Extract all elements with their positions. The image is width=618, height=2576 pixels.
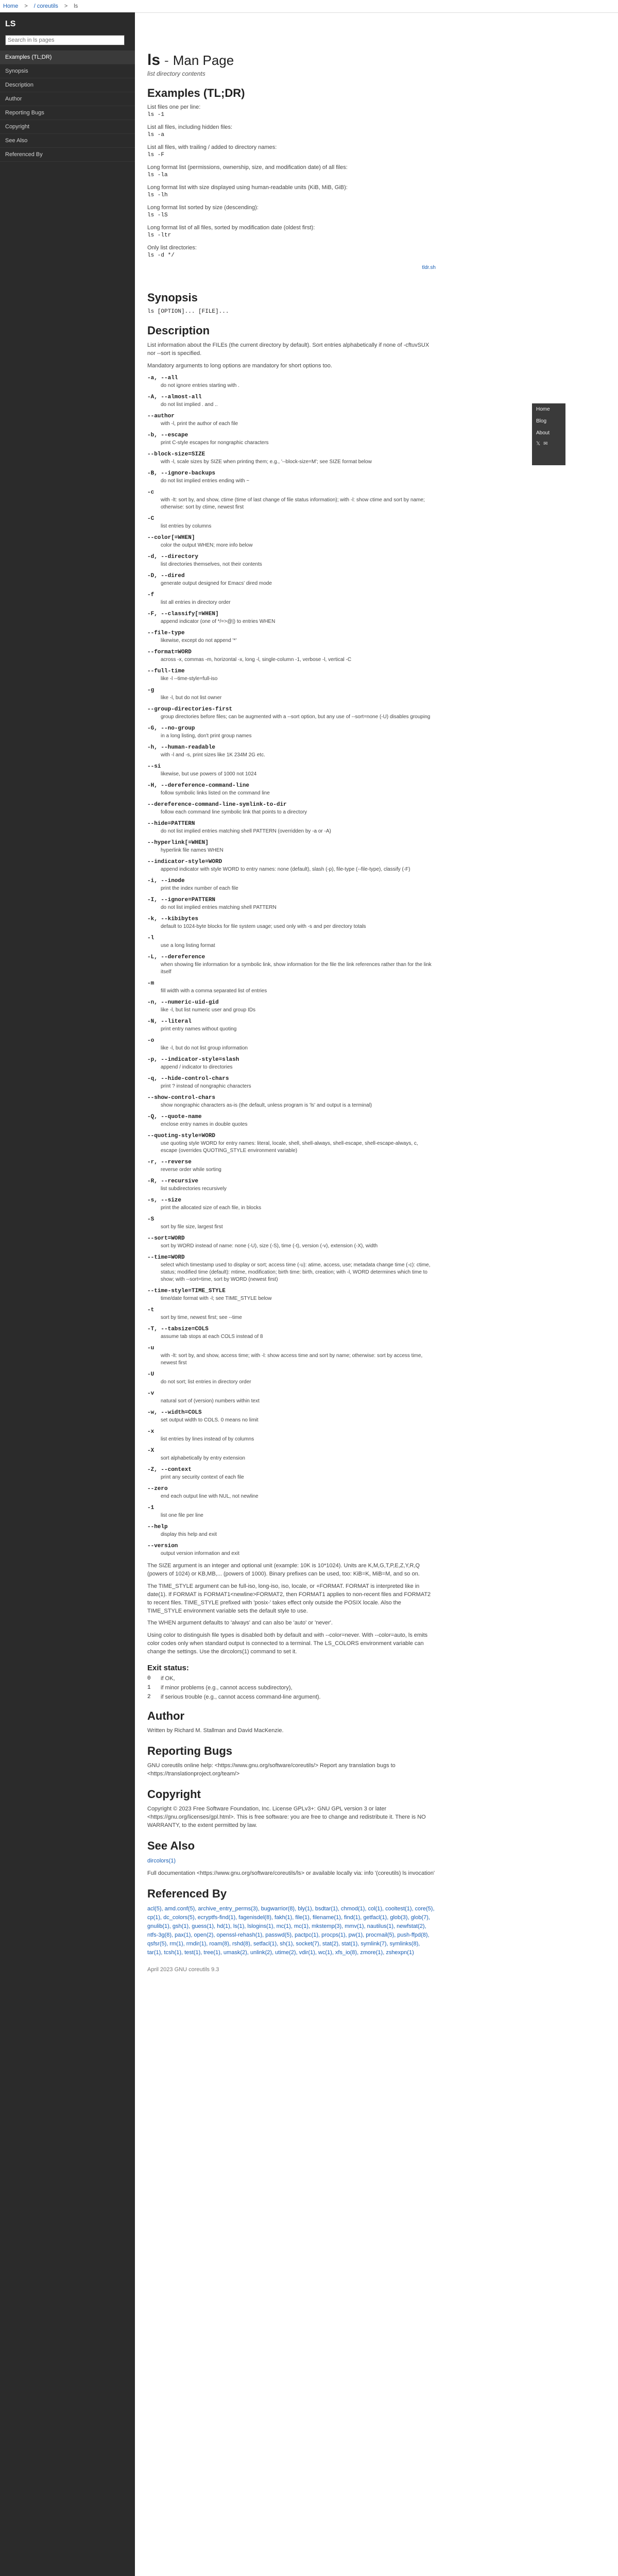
option-desc: list all entries in directory order — [161, 599, 231, 605]
option-desc: when showing file information for a symbolic link, show information for the file the link references rather than for the link itself — [161, 961, 432, 975]
option-flag: -S — [147, 1216, 154, 1223]
page-title — [147, 52, 436, 69]
option-item — [147, 1524, 436, 1538]
float-item-blog[interactable]: Blog — [536, 418, 547, 424]
page-subtitle: list directory contents — [147, 70, 205, 77]
option-desc: output version information and exit — [161, 1550, 239, 1556]
option-item — [147, 1019, 436, 1033]
example-desc: List all files, with trailing / added to directory names: — [147, 144, 277, 150]
option-flag: -v — [147, 1390, 154, 1397]
breadcrumb-home[interactable]: Home — [3, 3, 19, 9]
option-desc: follow symbolic links listed on the command line — [161, 790, 270, 796]
option-flag: -F, --classify[=WHEN] — [147, 611, 219, 617]
example-desc: List files one per line: — [147, 104, 201, 110]
option-item — [147, 897, 436, 911]
example-item — [147, 225, 436, 239]
option-item — [147, 1076, 436, 1090]
examples-list — [147, 104, 436, 259]
sidebar-item-examples[interactable]: Examples (TL;DR) — [0, 50, 135, 64]
option-desc: do not list implied . and .. — [161, 401, 218, 408]
option-item — [147, 1178, 436, 1193]
option-flag: -b, --escape — [147, 432, 188, 438]
option-item — [147, 1038, 436, 1052]
option-item — [147, 916, 436, 930]
breadcrumb-sep-2: > — [64, 3, 68, 9]
sidebar-item-referenced-by[interactable]: Referenced By — [0, 148, 135, 162]
after-para-1: The SIZE argument is an integer and optional unit (example: 10K is 10*1024). Units are K,M,G,T,P,E,Z,Y,R,Q (powers of 1024) or KB,MB,... (powers of 1000). Binary prefixes can be used, too: KiB=K, MiB=M, and so on. — [147, 1562, 420, 1577]
option-desc: select which timestamp used to display or sort; access time (-u): atime, access, use; metadata change time (-c): ctime, status; modified time (default): mtime, modification; birth time: birth, creation; with -l, WORD determines which time to show; with --sort=time, sort by WORD (newest first) — [161, 1262, 431, 1282]
option-desc: like -l, but list numeric user and group IDs — [161, 1007, 255, 1013]
breadcrumb-sep: > — [24, 3, 28, 9]
option-flag: -C — [147, 515, 154, 522]
option-desc: like -l, but do not list owner — [161, 694, 222, 701]
option-desc: print ? instead of nongraphic characters — [161, 1083, 251, 1089]
option-item — [147, 1288, 436, 1302]
option-flag: --color[=WHEN] — [147, 534, 195, 541]
sidebar-title: LS — [5, 20, 16, 28]
exit-row — [147, 1675, 436, 1682]
option-flag: -p, --indicator-style=slash — [147, 1056, 239, 1063]
option-item — [147, 783, 436, 797]
option-desc: list subdirectories recursively — [161, 1185, 227, 1192]
after-para-4: Using color to distinguish file types is disabled both by default and with --color=never. With --color=auto, ls emits color codes only when standard output is connected to a terminal. The LS_COLORS environment variable can change the settings. Use the dircolors(1) command to set it. — [147, 1632, 428, 1655]
option-flag: --group-directories-first — [147, 706, 233, 713]
option-item — [147, 1345, 436, 1367]
option-desc: sort by WORD instead of name: none (-U), size (-S), time (-t), version (-v), extension (-X), width — [161, 1243, 378, 1249]
option-desc: hyperlink file names WHEN — [161, 847, 224, 853]
option-flag: -X — [147, 1447, 154, 1454]
option-desc: use a long listing format — [161, 942, 215, 948]
options-list — [147, 375, 436, 1557]
page-title-cmd: ls — [147, 52, 161, 69]
option-flag: -i, --inode — [147, 877, 185, 884]
option-item — [147, 1391, 436, 1405]
option-desc: print entry names without quoting — [161, 1026, 237, 1032]
author-heading: Author — [147, 1709, 185, 1723]
option-flag: -g — [147, 687, 154, 693]
example-desc: Long format list with size displayed using human-readable units (KiB, MiB, GiB): — [147, 184, 348, 191]
see-also-text: Full documentation <https://www.gnu.org/software/coreutils/ls> or available locally via: info '(coreutils) ls invocation' — [147, 1870, 435, 1876]
option-flag: -N, --literal — [147, 1018, 192, 1025]
float-item-about[interactable]: About — [536, 430, 550, 436]
option-flag: -L, --dereference — [147, 954, 205, 960]
example-item — [147, 144, 436, 158]
option-flag: -l — [147, 935, 154, 941]
option-flag: -R, --recursive — [147, 1178, 199, 1184]
twitter-icon[interactable]: 𝕏 — [536, 441, 541, 447]
floating-menu — [532, 403, 565, 465]
option-desc: like -l, but do not list group information — [161, 1045, 248, 1051]
option-item — [147, 413, 436, 428]
option-desc: do not list implied entries matching shell PATTERN (overridden by -a or -A) — [161, 828, 331, 834]
example-desc: Long format list sorted by size (descending): — [147, 205, 259, 211]
example-item — [147, 104, 436, 118]
option-item — [147, 1216, 436, 1231]
option-desc: likewise, but use powers of 1000 not 1024 — [161, 771, 257, 777]
example-item — [147, 164, 436, 178]
float-item-home[interactable]: Home — [536, 406, 550, 412]
option-item — [147, 1197, 436, 1212]
option-desc: with -lt: sort by, and show, ctime (time of last change of file status information); with -l: show ctime and sort by name; otherwise: sort by ctime, newest first — [161, 497, 425, 510]
option-item — [147, 687, 436, 702]
option-desc: reverse order while sorting — [161, 1166, 221, 1173]
example-item — [147, 245, 436, 259]
breadcrumb-section[interactable]: / coreutils — [33, 3, 58, 9]
exit-row — [147, 1685, 436, 1691]
option-desc: with -l and -s, print sizes like 1K 234M 2G etc. — [161, 752, 265, 758]
option-item — [147, 744, 436, 759]
sidebar-item-synopsis[interactable]: Synopsis — [0, 64, 135, 78]
option-flag: --block-size=SIZE — [147, 451, 205, 457]
option-flag: -f — [147, 591, 154, 598]
option-desc: default to 1024-byte blocks for file system usage; used only with -s and per directory totals — [161, 923, 366, 929]
exit-status-list — [147, 1675, 436, 1700]
option-flag: -1 — [147, 1504, 154, 1511]
exit-code: 1 — [147, 1685, 151, 1691]
sidebar-item-reporting-bugs[interactable]: Reporting Bugs — [0, 106, 135, 120]
option-item — [147, 554, 436, 568]
option-flag: --show-control-chars — [147, 1094, 216, 1101]
example-code: ls -F — [147, 152, 165, 158]
top-breadcrumb-bar — [0, 0, 618, 13]
option-item — [147, 1448, 436, 1462]
option-flag: -Z, --context — [147, 1466, 192, 1473]
option-item — [147, 840, 436, 854]
exit-row — [147, 1694, 436, 1700]
option-flag: -m — [147, 980, 154, 987]
copyright-text: Copyright © 2023 Free Software Foundation, Inc. License GPLv3+: GNU GPL version 3 or later <https://gnu.org/licenses/gpl.html>. This is free software: you are free to change and redistribute it. There is NO WARRANTY, to the extent permitted by law. — [147, 1806, 426, 1828]
option-desc: do not sort; list entries in directory order — [161, 1379, 251, 1385]
option-desc: with -lt: sort by, and show, access time; with -l: show access time and sort by name; otherwise: sort by access time, newest first — [161, 1352, 423, 1366]
exit-code: 0 — [147, 1675, 151, 1682]
example-desc: Long format list (permissions, ownership, size, and modification date) of all files: — [147, 164, 348, 171]
option-desc: enclose entry names in double quotes — [161, 1121, 248, 1127]
option-item — [147, 764, 436, 778]
option-desc: likewise, except do not append '*' — [161, 637, 237, 643]
option-flag: --version — [147, 1543, 178, 1549]
option-desc: append indicator (one of */=>@|) to entries WHEN — [161, 618, 276, 624]
option-item — [147, 954, 436, 976]
option-flag: -U — [147, 1371, 154, 1378]
option-item — [147, 999, 436, 1014]
option-item — [147, 573, 436, 587]
option-item — [147, 1543, 436, 1557]
after-para-3: The WHEN argument defaults to 'always' and can also be 'auto' or 'never'. — [147, 1620, 333, 1626]
option-flag: -r, --reverse — [147, 1159, 192, 1165]
option-flag: --full-time — [147, 668, 185, 674]
example-item — [147, 205, 436, 218]
option-flag: --time=WORD — [147, 1254, 185, 1261]
option-desc: generate output designed for Emacs' dired mode — [161, 580, 272, 586]
option-desc: print any security context of each file — [161, 1474, 244, 1480]
option-flag: -x — [147, 1428, 154, 1435]
option-flag: --author — [147, 413, 175, 419]
option-desc: sort by time, newest first; see --time — [161, 1314, 242, 1320]
option-item — [147, 980, 436, 995]
option-desc: list entries by columns — [161, 523, 212, 529]
examples-heading: Examples (TL;DR) — [147, 87, 245, 99]
option-desc: do not ignore entries starting with . — [161, 382, 239, 388]
option-desc: use quoting style WORD for entry names: literal, locale, shell, shell-always, shell-escape, shell-escape-always, c, escape (overrides QUOTING_STYLE environment variable) — [161, 1140, 418, 1154]
option-desc: time/date format with -l; see TIME_STYLE below — [161, 1295, 272, 1301]
option-flag: -n, --numeric-uid-gid — [147, 999, 219, 1006]
option-flag: -u — [147, 1345, 154, 1351]
option-item — [147, 859, 436, 873]
mail-icon[interactable]: ✉ — [543, 441, 548, 447]
option-item — [147, 1133, 436, 1155]
option-desc: do not list implied entries matching shell PATTERN — [161, 904, 277, 910]
option-flag: -I, --ignore=PATTERN — [147, 896, 216, 903]
sidebar-item-see-also[interactable]: See Also — [0, 134, 135, 148]
option-desc: group directories before files; can be augmented with a --sort option, but any use of --sort=none (-U) disables grouping — [161, 714, 431, 720]
breadcrumb-page: ls — [74, 3, 78, 9]
option-desc: end each output line with NUL, not newline — [161, 1493, 259, 1499]
example-code: ls -ltr — [147, 232, 171, 239]
option-desc: print the allocated size of each file, in blocks — [161, 1205, 262, 1211]
option-desc: natural sort of (version) numbers within text — [161, 1398, 260, 1404]
option-item — [147, 432, 436, 447]
option-desc: display this help and exit — [161, 1531, 217, 1537]
option-desc: like -l --time-style=full-iso — [161, 675, 218, 682]
option-desc: sort by file size, largest first — [161, 1224, 223, 1230]
option-item — [147, 592, 436, 606]
tldr-link[interactable]: tldr.sh — [422, 265, 436, 270]
option-item — [147, 1307, 436, 1321]
page-title-text: Man Page — [173, 53, 234, 68]
bugs-heading: Reporting Bugs — [147, 1744, 232, 1758]
option-flag: -c — [147, 489, 154, 496]
option-flag: -A, --almost-all — [147, 394, 202, 400]
option-item — [147, 1095, 436, 1109]
example-code: ls -la — [147, 172, 168, 178]
option-desc: follow each command line symbolic link that points to a directory — [161, 809, 307, 815]
sidebar-item-description[interactable]: Description — [0, 78, 135, 92]
option-flag: --hyperlink[=WHEN] — [147, 839, 209, 846]
sidebar — [0, 12, 135, 2576]
sidebar-item-author[interactable]: Author — [0, 92, 135, 106]
option-flag: -h, --human-readable — [147, 744, 216, 751]
option-desc: with -l, print the author of each file — [161, 420, 238, 427]
description-heading: Description — [147, 324, 210, 337]
option-flag: --format=WORD — [147, 649, 192, 655]
option-item — [147, 1159, 436, 1174]
synopsis-code: ls [OPTION]... [FILE]... — [147, 309, 229, 315]
option-item — [147, 1486, 436, 1500]
option-item — [147, 935, 436, 950]
option-flag: --sort=WORD — [147, 1235, 185, 1242]
option-desc: append indicator with style WORD to entry names: none (default), slash (-p), file-type (--file-type), classify (-F) — [161, 866, 410, 872]
option-item — [147, 375, 436, 389]
example-code: ls -lh — [147, 192, 168, 198]
exit-desc: if serious trouble (e.g., cannot access command-line argument). — [161, 1694, 321, 1701]
option-desc: list directories themselves, not their contents — [161, 561, 262, 567]
option-desc: do not list implied entries ending with ~ — [161, 478, 250, 484]
sidebar-item-copyright[interactable]: Copyright — [0, 120, 135, 134]
example-desc: Long format list of all files, sorted by modification date (oldest first): — [147, 225, 315, 231]
option-item — [147, 630, 436, 645]
option-flag: -D, --dired — [147, 572, 185, 579]
example-item — [147, 124, 436, 138]
option-flag: -q, --hide-control-chars — [147, 1075, 229, 1082]
option-item — [147, 1255, 436, 1283]
option-item — [147, 470, 436, 485]
option-flag: --zero — [147, 1485, 168, 1492]
example-code: ls -d */ — [147, 252, 175, 259]
option-item — [147, 1057, 436, 1071]
option-item — [147, 535, 436, 549]
option-flag: -w, --width=COLS — [147, 1409, 202, 1416]
option-item — [147, 1467, 436, 1481]
page-footer: April 2023 GNU coreutils 9.3 — [147, 1967, 219, 1973]
synopsis-heading: Synopsis — [147, 291, 198, 304]
option-item — [147, 725, 436, 740]
option-item — [147, 611, 436, 625]
option-desc: sort alphabetically by entry extension — [161, 1455, 245, 1461]
option-flag: -d, --directory — [147, 553, 199, 560]
option-desc: across -x, commas -m, horizontal -x, long -l, single-column -1, verbose -l, vertical -C — [161, 656, 352, 663]
option-item — [147, 668, 436, 683]
option-desc: list entries by lines instead of by columns — [161, 1436, 254, 1442]
option-flag: --quoting-style=WORD — [147, 1132, 216, 1139]
bugs-text: GNU coreutils online help: <https://www.gnu.org/software/coreutils/> Report any translation bugs to <https://translationproject.org/team/> — [147, 1762, 396, 1777]
see-also-link[interactable]: dircolors(1) — [147, 1857, 176, 1864]
author-text: Written by Richard M. Stallman and David MacKenzie. — [147, 1727, 284, 1734]
option-item — [147, 489, 436, 511]
option-flag: -G, --no-group — [147, 725, 195, 732]
option-item — [147, 1326, 436, 1341]
option-desc: in a long listing, don't print group names — [161, 733, 252, 739]
option-flag: -H, --dereference-command-line — [147, 782, 250, 789]
option-item — [147, 649, 436, 664]
option-item — [147, 1410, 436, 1424]
exit-desc: if minor problems (e.g., cannot access subdirectory), — [161, 1685, 293, 1691]
option-desc: append / indicator to directories — [161, 1064, 233, 1070]
option-flag: -Q, --quote-name — [147, 1113, 202, 1120]
option-flag: --indicator-style=WORD — [147, 858, 222, 865]
example-code: ls -1 — [147, 112, 165, 118]
exit-code: 2 — [147, 1694, 151, 1701]
option-flag: -s, --size — [147, 1197, 182, 1204]
exit-status-heading: Exit status: — [147, 1664, 189, 1673]
exit-desc: if OK, — [161, 1675, 175, 1682]
option-flag: --si — [147, 763, 161, 770]
option-item — [147, 1429, 436, 1443]
option-flag: --time-style=TIME_STYLE — [147, 1287, 226, 1294]
option-desc: with -l, scale sizes by SIZE when printing them; e.g., '--block-size=M'; see SIZE format below — [161, 459, 372, 465]
option-item — [147, 878, 436, 892]
example-code: ls -lS — [147, 212, 168, 218]
option-item — [147, 1114, 436, 1128]
description-intro: List information about the FILEs (the current directory by default). Sort entries alphabetically if none of -cftuvSUX nor --sort is specified. — [147, 342, 430, 357]
option-flag: -T, --tabsize=COLS — [147, 1326, 209, 1332]
option-flag: -o — [147, 1037, 154, 1044]
option-desc: show nongraphic characters as-is (the default, unless program is 'ls' and output is a terminal) — [161, 1102, 372, 1108]
option-flag: -k, --kibibytes — [147, 916, 199, 922]
option-item — [147, 1505, 436, 1519]
page-title-sep: - — [164, 53, 169, 68]
option-flag: --hide=PATTERN — [147, 820, 195, 827]
referenced-by-heading: Referenced By — [147, 1887, 227, 1900]
example-code: ls -a — [147, 132, 165, 138]
option-desc: print the index number of each file — [161, 885, 238, 891]
example-desc: List all files, including hidden files: — [147, 124, 233, 130]
option-flag: -t — [147, 1307, 154, 1313]
example-item — [147, 184, 436, 198]
option-desc: fill width with a comma separated list of entries — [161, 988, 267, 994]
option-flag: -a, --all — [147, 375, 178, 381]
option-item — [147, 802, 436, 816]
option-desc: assume tab stops at each COLS instead of 8 — [161, 1333, 263, 1340]
option-flag: --dereference-command-line-symlink-to-dir — [147, 801, 287, 808]
option-item — [147, 821, 436, 835]
referenced-by-links[interactable]: acl(5), amd.conf(5), archive_entry_perms(3), bugwarrior(8), bly(1), bsdtar(1), chmod(1), col(1), cooltest(1), core(5), cp(1), dc_colors(5), ecryptfs-find(1), fagenisdel(8), fakh(1), file(1), filename(1), find(1), getfacl(1), glob(3), glob(7), gnulib(1), gsh(1), guess(1), hd(1), ls(1), lslogins(1), mc(1), mc(1), mkstemp(3), mmv(1), nautilus(1), newfstat(2), ntfs-3g(8), pax(1), open(2), openssl-rehash(1), passwd(5), pactpc(1), procps(1), pw(1), procmail(5), push-ffpd(8), qsfsr(5), rm(1), rmdir(1), roam(8), rshd(8), setfacl(1), sh(1), socket(7), stat(2), stat(1), symlink(7), symlinks(8), tar(1), tcsh(1), test(1), tree(1), umask(2), unlink(2), utime(2), vdir(1), wc(1), xfs_io(8), zmore(1), zshexpn(1) — [147, 1905, 435, 1956]
option-item — [147, 516, 436, 530]
option-item — [147, 706, 436, 721]
example-desc: Only list directories: — [147, 245, 197, 251]
see-also-heading: See Also — [147, 1839, 195, 1852]
option-item — [147, 394, 436, 409]
option-item — [147, 451, 436, 466]
option-desc: color the output WHEN; more info below — [161, 542, 253, 548]
option-item — [147, 1235, 436, 1250]
description-mandatory: Mandatory arguments to long options are mandatory for short options too. — [147, 362, 332, 369]
option-flag: --help — [147, 1523, 168, 1530]
option-desc: set output width to COLS. 0 means no limit — [161, 1417, 259, 1423]
option-flag: --file-type — [147, 630, 185, 636]
option-flag: -B, --ignore-backups — [147, 470, 216, 477]
copyright-heading: Copyright — [147, 1788, 201, 1801]
after-para-2: The TIME_STYLE argument can be full-iso, long-iso, iso, locale, or +FORMAT. FORMAT is interpreted like in date(1). If FORMAT is FORMAT1<newline>FORMAT2, then FORMAT1 applies to non-recent files and FORMAT2 to recent files. TIME_STYLE prefixed with 'posix-' takes effect only outside the POSIX locale. Also the TIME_STYLE environment variable sets the default style to use. — [147, 1583, 431, 1614]
option-desc: print C-style escapes for nongraphic characters — [161, 439, 269, 446]
option-item — [147, 1371, 436, 1386]
option-desc: list one file per line — [161, 1512, 203, 1518]
main-content — [147, 52, 436, 1973]
search-input[interactable] — [5, 35, 125, 45]
